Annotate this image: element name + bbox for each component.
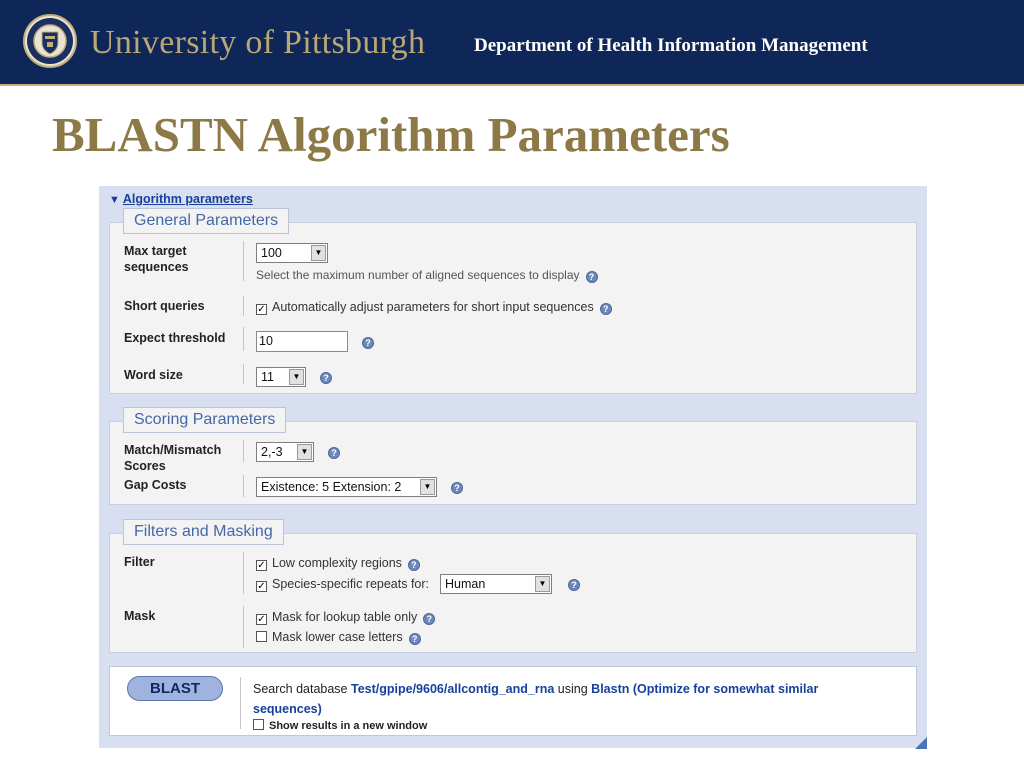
university-name: University of Pittsburgh <box>90 24 426 61</box>
divider <box>243 440 244 462</box>
match-mismatch-label: Match/Mismatch Scores <box>124 443 222 473</box>
divider <box>243 475 244 497</box>
page-title: BLASTN Algorithm Parameters <box>52 107 730 162</box>
help-icon[interactable]: ? <box>320 372 332 384</box>
species-repeats-field: ✓ Species-specific repeats for: <box>257 577 430 592</box>
chevron-down-icon: ▼ <box>297 444 312 460</box>
corner-marker-icon <box>915 737 927 749</box>
max-target-hint: Select the maximum number of aligned sequences to display ? <box>256 268 598 283</box>
short-queries-checkbox[interactable]: ✓ <box>257 304 266 315</box>
chevron-down-icon: ▼ <box>535 576 550 592</box>
match-mismatch-select[interactable]: 2,-3 ▼ <box>256 442 314 462</box>
divider <box>243 364 244 384</box>
help-icon[interactable]: ? <box>586 271 598 283</box>
scoring-parameters-heading: Scoring Parameters <box>123 407 286 433</box>
help-icon[interactable]: ? <box>408 559 420 571</box>
algorithm-parameters-link[interactable]: Algorithm parameters <box>122 192 253 206</box>
general-parameters-section <box>109 222 917 394</box>
max-target-label: Max target sequences <box>124 244 189 274</box>
divider <box>243 296 244 316</box>
mask-label: Mask <box>124 609 156 623</box>
expect-threshold-label: Expect threshold <box>124 331 226 345</box>
expect-threshold-input[interactable]: 10 <box>256 331 348 352</box>
lower-case-field: Mask lower case letters ? <box>256 630 421 645</box>
gap-costs-select[interactable]: Existence: 5 Extension: 2 ▼ <box>256 477 437 497</box>
department-name: Department of Health Information Management <box>474 35 868 56</box>
help-icon[interactable]: ? <box>600 303 612 315</box>
word-size-select[interactable]: 11 ▼ <box>256 367 306 387</box>
help-icon[interactable]: ? <box>423 613 435 625</box>
help-icon[interactable]: ? <box>328 447 340 459</box>
scoring-parameters-section <box>109 421 917 505</box>
university-seal-icon <box>23 14 77 68</box>
chevron-down-icon: ▼ <box>311 245 326 261</box>
gap-costs-label: Gap Costs <box>124 478 187 492</box>
low-complexity-checkbox[interactable]: ✓ <box>257 560 266 571</box>
triangle-down-icon: ▼ <box>109 194 120 206</box>
short-queries-field: ✓ Automatically adjust parameters for short input sequences ? <box>256 300 612 315</box>
chevron-down-icon: ▼ <box>289 369 304 385</box>
divider <box>240 677 241 729</box>
algorithm-parameters-panel <box>99 186 927 748</box>
program-link[interactable]: Blastn (Optimize for somewhat similar sequences) <box>253 682 819 716</box>
general-parameters-heading: General Parameters <box>123 208 289 234</box>
header-bar <box>0 0 1024 86</box>
help-icon[interactable]: ? <box>362 337 374 349</box>
algorithm-parameters-toggle[interactable] <box>109 192 253 206</box>
help-icon[interactable]: ? <box>409 633 421 645</box>
database-link[interactable]: Test/gpipe/9606/allcontig_and_rna <box>351 682 555 696</box>
species-repeats-checkbox[interactable]: ✓ <box>257 581 266 592</box>
lookup-only-field: ✓ Mask for lookup table only ? <box>256 610 435 625</box>
word-size-label: Word size <box>124 368 183 382</box>
low-complexity-field: ✓ Low complexity regions ? <box>256 556 420 571</box>
new-window-checkbox[interactable] <box>253 719 264 730</box>
search-summary: Search database Test/gpipe/9606/allcontig_and_rna using Blastn (Optimize for somewhat similar sequences) <box>253 682 819 716</box>
short-queries-label: Short queries <box>124 299 205 313</box>
filters-masking-section <box>109 533 917 653</box>
help-icon[interactable]: ? <box>451 482 463 494</box>
divider <box>243 241 244 281</box>
blast-button[interactable]: BLAST <box>127 676 223 701</box>
lower-case-checkbox[interactable] <box>256 631 267 642</box>
chevron-down-icon: ▼ <box>420 479 435 495</box>
blast-submit-area <box>109 666 917 736</box>
lookup-only-checkbox[interactable]: ✓ <box>257 614 266 625</box>
max-target-select[interactable]: 100 ▼ <box>256 243 328 263</box>
help-icon[interactable]: ? <box>568 579 580 591</box>
divider <box>243 552 244 594</box>
species-select[interactable]: Human ▼ <box>440 574 552 594</box>
new-window-field: Show results in a new window <box>253 719 427 732</box>
filter-label: Filter <box>124 555 155 569</box>
divider <box>243 327 244 351</box>
divider <box>243 606 244 648</box>
filters-masking-heading: Filters and Masking <box>123 519 284 545</box>
